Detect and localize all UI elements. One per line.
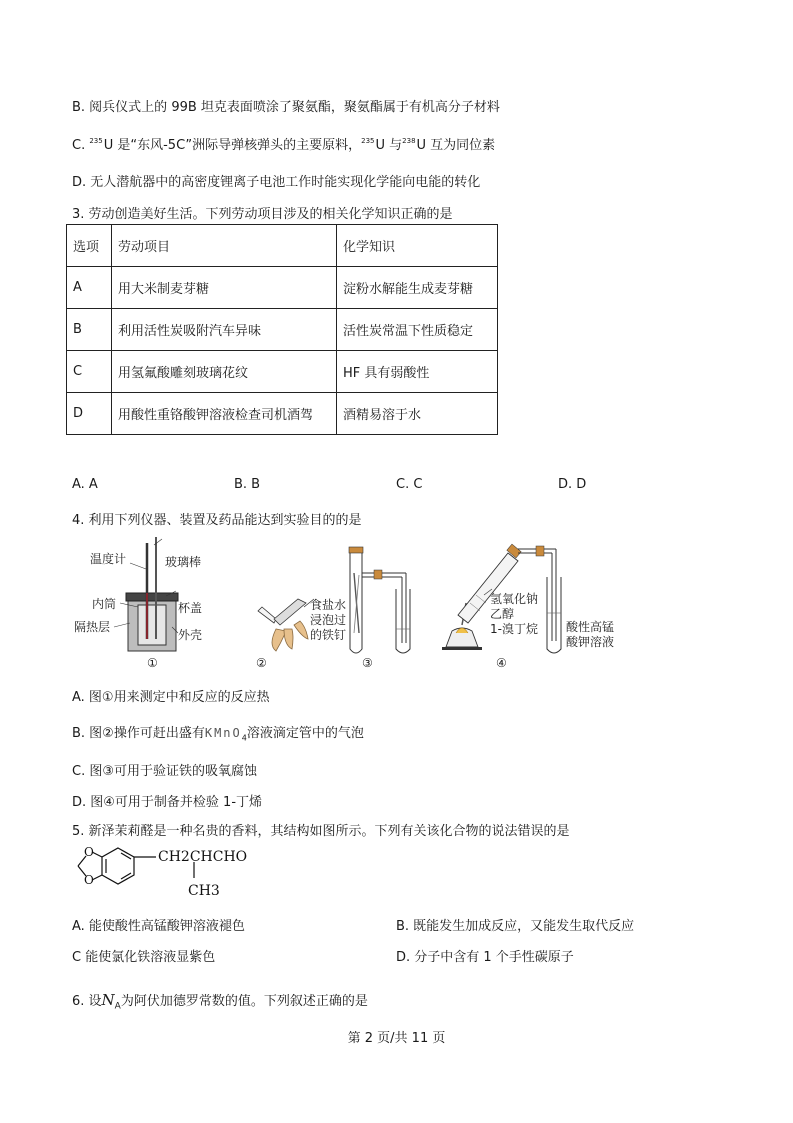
- q3-option-d: D. D: [558, 477, 587, 492]
- q4-option-b-text-2: 溶液滴定管中的气泡: [246, 726, 364, 741]
- q2-option-d: D. 无人潜航器中的高密度锂离子电池工作时能实现化学能向电能的转化: [72, 175, 481, 190]
- q2-option-c: [72, 134, 495, 153]
- label-glass-rod: 玻璃棒: [165, 555, 202, 569]
- table-cell: A: [67, 267, 112, 309]
- q5-option-b: B. 既能发生加成反应，又能发生取代反应: [396, 919, 635, 934]
- label-cup-lid: 杯盖: [178, 601, 203, 615]
- label-soaked: 浸泡过: [310, 613, 347, 627]
- label-outer-shell: 外壳: [178, 628, 203, 642]
- label-bromobutane: 1-溴丁烷: [490, 622, 538, 636]
- table-row: [67, 393, 498, 435]
- q4-option-b-subscript: 4: [241, 733, 247, 743]
- isotope-mass-1: 235: [89, 137, 103, 145]
- isotope-mass-2: 235: [361, 137, 375, 145]
- label-figure-4: ④: [496, 656, 507, 670]
- table-cell: C: [67, 351, 112, 393]
- burette-figure: [256, 599, 314, 670]
- q4-option-b: [72, 722, 364, 743]
- q2-option-c-label: C.: [72, 138, 90, 153]
- q3-stem: 3. 劳动创造美好生活。下列劳动项目涉及的相关化学知识正确的是: [72, 207, 453, 222]
- q4-option-c: C. 图③可用于验证铁的吸氧腐蚀: [72, 764, 257, 779]
- table-cell: B: [67, 309, 112, 351]
- table-cell: 利用活性炭吸附汽车异味: [112, 309, 337, 351]
- q5-stem: 5. 新泽茉莉醛是一种名贵的香料，其结构如图所示。下列有关该化合物的说法错误的是: [72, 824, 570, 839]
- table-row: [67, 267, 498, 309]
- q6-stem: [72, 990, 368, 1012]
- table-header: 化学知识: [337, 225, 498, 267]
- q2-option-c-text-2: U 与: [375, 138, 403, 153]
- label-saltwater: 食盐水: [310, 598, 347, 612]
- table-cell: HF 具有弱酸性: [337, 351, 498, 393]
- table-header-row: [67, 225, 498, 267]
- q3-table: [66, 224, 498, 435]
- table-row: [67, 351, 498, 393]
- label-naoh: 氢氧化钠: [490, 592, 539, 606]
- table-cell: 活性炭常温下性质稳定: [337, 309, 498, 351]
- table-cell: 用酸性重铬酸钾溶液检查司机酒驾: [112, 393, 337, 435]
- q4-option-a: A. 图①用来测定中和反应的反应热: [72, 690, 270, 705]
- table-cell: 用氢氟酸雕刻玻璃花纹: [112, 351, 337, 393]
- table-cell: 用大米制麦芽糖: [112, 267, 337, 309]
- q4-option-d: D. 图④可用于制备并检验 1-丁烯: [72, 795, 263, 810]
- q3-option-a: A. A: [72, 477, 98, 492]
- table-row: [67, 309, 498, 351]
- q4-option-b-text-1: B. 图②操作可赶出盛有: [72, 726, 205, 741]
- label-ethanol: 乙醇: [490, 607, 515, 621]
- oxygen-label-1: O: [84, 845, 94, 859]
- label-figure-1: ①: [147, 656, 158, 670]
- q5-option-a: A. 能使酸性高锰酸钾溶液褪色: [72, 919, 245, 934]
- label-inner-cylinder: 内筒: [92, 597, 117, 611]
- label-kmno4-1: 酸性高锰: [566, 620, 615, 634]
- q5-option-d: D. 分子中含有 1 个手性碳原子: [396, 950, 574, 965]
- isotope-mass-3: 238: [402, 137, 416, 145]
- table-cell: D: [67, 393, 112, 435]
- calorimeter-figure: [74, 537, 202, 670]
- label-kmno4-2: 酸钾溶液: [566, 635, 615, 649]
- q2-option-c-text-3: U 互为同位素: [416, 138, 496, 153]
- q3-option-b: B. B: [234, 477, 261, 492]
- q4-stem: 4. 利用下列仪器、装置及药品能达到实验目的的是: [72, 513, 362, 528]
- table-header: 选项: [67, 225, 112, 267]
- q4-apparatus-diagram: [62, 533, 632, 673]
- q3-option-c: C. C: [396, 477, 423, 492]
- q5-structure-diagram: [72, 840, 262, 900]
- q4-option-b-formula: KMnO: [204, 726, 242, 740]
- table-cell: 酒精易溶于水: [337, 393, 498, 435]
- table-header: 劳动项目: [112, 225, 337, 267]
- q6-stem-prefix: 6. 设: [72, 994, 102, 1009]
- iron-corrosion-figure: [310, 547, 410, 670]
- oxygen-label-2: O: [84, 873, 94, 887]
- q6-stem-text: 为阿伏加德罗常数的值。下列叙述正确的是: [120, 994, 368, 1009]
- avogadro-subscript: A: [114, 1001, 121, 1012]
- label-thermometer: 温度计: [90, 552, 127, 566]
- page-number-footer: 第 2 页/共 11 页: [347, 1031, 446, 1046]
- label-iron-nail: 的铁钉: [310, 628, 347, 642]
- label-insulation: 隔热层: [74, 620, 111, 634]
- q5-option-c: C 能使氯化铁溶液显紫色: [72, 950, 216, 965]
- q5-formula-methyl: CH3: [188, 883, 220, 899]
- table-cell: 淀粉水解能生成麦芽糖: [337, 267, 498, 309]
- label-figure-3: ③: [362, 656, 373, 670]
- avogadro-symbol: N: [101, 991, 115, 1009]
- q5-formula-main: CH2CHCHO: [158, 849, 248, 865]
- q2-option-b: B. 阅兵仪式上的 99B 坦克表面喷涂了聚氨酯，聚氨酯属于有机高分子材料: [72, 100, 500, 115]
- q2-option-c-text-1: U 是“东风-5C”洲际导弹核弹头的主要原料，: [103, 138, 362, 153]
- elimination-figure: [442, 544, 614, 670]
- label-figure-2: ②: [256, 656, 267, 670]
